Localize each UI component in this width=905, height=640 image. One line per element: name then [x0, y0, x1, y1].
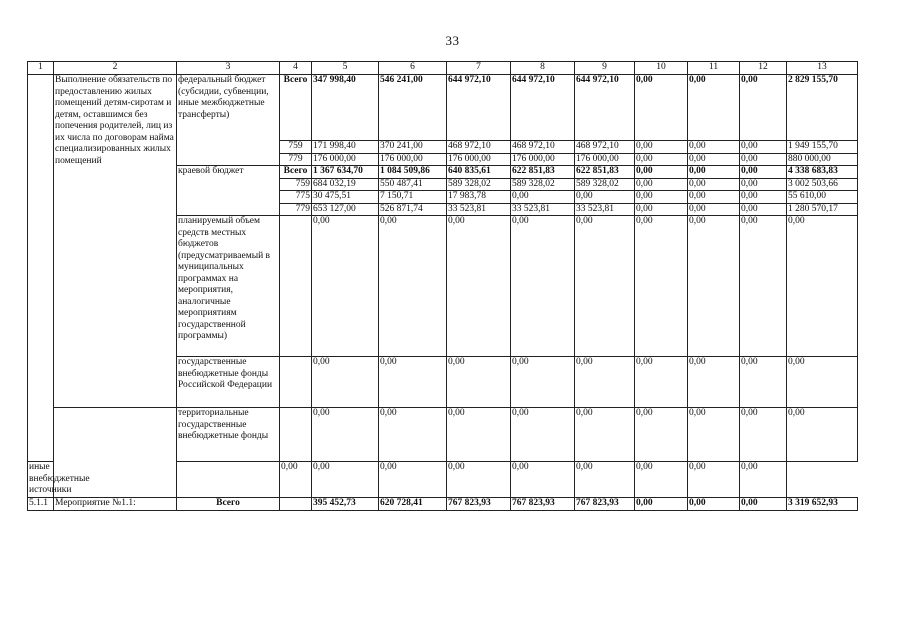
value-cell: 589 328,02	[511, 178, 575, 191]
header-row	[28, 62, 858, 75]
value-cell: 0,00	[575, 191, 635, 204]
value-cell: 1 949 155,70	[787, 141, 858, 154]
value-cell: 0,00	[635, 462, 688, 498]
code-cell	[280, 497, 312, 510]
header-cell: 13	[787, 62, 858, 75]
value-cell: 3 319 652,93	[787, 497, 858, 510]
value-cell: 468 972,10	[575, 141, 635, 154]
value-cell: 0,00	[379, 462, 447, 498]
value-cell: 0,00	[787, 408, 858, 462]
value-cell: 546 241,00	[379, 75, 447, 141]
value-cell: 622 851,83	[511, 166, 575, 179]
value-cell: 0,00	[688, 178, 740, 191]
value-cell: 1 367 634,70	[312, 166, 379, 179]
page-number: 33	[445, 33, 460, 48]
table-row	[28, 497, 858, 510]
value-cell: 0,00	[740, 141, 787, 154]
value-cell: 30 475,51	[312, 191, 379, 204]
value-cell: 0,00	[312, 357, 379, 408]
header-cell: 5	[312, 62, 379, 75]
value-cell: 0,00	[688, 191, 740, 204]
value-cell: 0,00	[379, 357, 447, 408]
code-cell: 779	[280, 153, 312, 166]
value-cell: 0,00	[688, 166, 740, 179]
value-cell: 0,00	[447, 462, 511, 498]
header-cell: 3	[177, 62, 280, 75]
value-cell: 0,00	[740, 408, 787, 462]
source-cell: краевой бюджет	[177, 166, 280, 216]
value-cell: 0,00	[787, 216, 858, 357]
value-cell: 1 280 570,17	[787, 203, 858, 216]
value-cell: 622 851,83	[575, 166, 635, 179]
value-cell: 0,00	[635, 75, 688, 141]
value-cell: 176 000,00	[575, 153, 635, 166]
code-cell: 779	[280, 203, 312, 216]
value-cell: 2 829 155,70	[787, 75, 858, 141]
value-cell: 0,00	[312, 462, 379, 498]
value-cell: 0,00	[511, 357, 575, 408]
value-cell: 0,00	[312, 408, 379, 462]
value-cell: 0,00	[379, 216, 447, 357]
value-cell: 33 523,81	[447, 203, 511, 216]
value-cell: 17 983,78	[447, 191, 511, 204]
header-cell: 6	[379, 62, 447, 75]
value-cell: 0,00	[447, 357, 511, 408]
code-cell: 759	[280, 141, 312, 154]
value-cell: 0,00	[635, 216, 688, 357]
header-cell: 11	[688, 62, 740, 75]
value-cell: 0,00	[787, 357, 858, 408]
value-cell: 0,00	[740, 462, 787, 498]
code-cell: Всего	[280, 75, 312, 141]
value-cell: 0,00	[511, 191, 575, 204]
value-cell: 0,00	[688, 497, 740, 510]
value-cell: 0,00	[688, 462, 740, 498]
value-cell: 468 972,10	[447, 141, 511, 154]
value-cell: 0,00	[635, 191, 688, 204]
value-cell: 0,00	[740, 203, 787, 216]
value-cell: 0,00	[635, 497, 688, 510]
value-cell: 589 328,02	[575, 178, 635, 191]
value-cell: 620 728,41	[379, 497, 447, 510]
header-cell: 1	[28, 62, 54, 75]
value-cell: 653 127,00	[312, 203, 379, 216]
value-cell: 640 835,61	[447, 166, 511, 179]
value-cell: 0,00	[635, 153, 688, 166]
header-cell: 8	[511, 62, 575, 75]
source-cell: государственные внебюджетные фонды Российской Федерации	[177, 357, 280, 408]
value-cell: 0,00	[635, 357, 688, 408]
value-cell: 176 000,00	[511, 153, 575, 166]
code-cell	[280, 216, 312, 357]
value-cell: 880 000,00	[787, 153, 858, 166]
header-cell: 4	[280, 62, 312, 75]
value-cell: 176 000,00	[447, 153, 511, 166]
source-cell: планируемый объем средств местных бюджетов (предусматриваемый в муниципальных программах на мероприятия, аналогичные мероприятиям государственной программы)	[177, 216, 280, 357]
value-cell: 0,00	[575, 408, 635, 462]
code-cell: 759	[280, 178, 312, 191]
header-cell: 9	[575, 62, 635, 75]
item-name-cell: Выполнение обязательств по предоставлению жилых помещений детям-сиротам и детям, оставшимся без попечения родителей, лиц из их числа по договорам найма специализированных жилых помещений	[54, 75, 177, 408]
value-cell: 0,00	[740, 191, 787, 204]
value-cell: 684 032,19	[312, 178, 379, 191]
value-cell: 644 972,10	[511, 75, 575, 141]
header-cell: 7	[447, 62, 511, 75]
value-cell: 0,00	[447, 216, 511, 357]
value-cell: 176 000,00	[379, 153, 447, 166]
value-cell: 0,00	[575, 357, 635, 408]
value-cell: 0,00	[635, 166, 688, 179]
value-cell: 347 998,40	[312, 75, 379, 141]
value-cell: 550 487,41	[379, 178, 447, 191]
header-cell: 12	[740, 62, 787, 75]
value-cell: 33 523,81	[511, 203, 575, 216]
value-cell: 0,00	[688, 408, 740, 462]
value-cell: 0,00	[511, 408, 575, 462]
value-cell: 0,00	[740, 153, 787, 166]
value-cell: 0,00	[635, 141, 688, 154]
value-cell: 767 823,93	[511, 497, 575, 510]
value-cell: 0,00	[740, 216, 787, 357]
value-cell: 0,00	[740, 357, 787, 408]
value-cell: 395 452,73	[312, 497, 379, 510]
value-cell: 0,00	[635, 408, 688, 462]
table-row	[28, 75, 858, 141]
code-cell: 775	[280, 191, 312, 204]
item-name-cell: Мероприятие №1.1:	[54, 497, 177, 510]
value-cell: 767 823,93	[447, 497, 511, 510]
value-cell: 0,00	[740, 166, 787, 179]
value-cell: 526 871,74	[379, 203, 447, 216]
source-cell: Всего	[177, 497, 280, 510]
value-cell: 3 002 503,66	[787, 178, 858, 191]
value-cell: 0,00	[740, 497, 787, 510]
num-cell	[28, 75, 54, 462]
header-cell: 10	[635, 62, 688, 75]
value-cell: 0,00	[740, 178, 787, 191]
value-cell: 33 523,81	[575, 203, 635, 216]
code-cell: Всего	[280, 166, 312, 179]
value-cell: 55 610,00	[787, 191, 858, 204]
value-cell: 7 150,71	[379, 191, 447, 204]
value-cell: 370 241,00	[379, 141, 447, 154]
code-cell	[177, 462, 280, 498]
source-cell: федеральный бюджет (субсидии, субвенции, иные межбюджетные трансферты)	[177, 75, 280, 166]
value-cell: 0,00	[688, 357, 740, 408]
value-cell: 171 998,40	[312, 141, 379, 154]
value-cell: 589 328,02	[447, 178, 511, 191]
value-cell: 0,00	[688, 216, 740, 357]
value-cell: 0,00	[635, 178, 688, 191]
code-cell	[280, 357, 312, 408]
source-cell: территориальные государственные внебюджетные фонды	[177, 408, 280, 462]
source-cell: иные внебюджетные источники	[29, 462, 90, 495]
table-row	[28, 408, 858, 462]
value-cell: 468 972,10	[511, 141, 575, 154]
value-cell: 0,00	[447, 408, 511, 462]
value-cell: 0,00	[688, 153, 740, 166]
budget-table	[27, 61, 858, 511]
value-cell: 0,00	[688, 141, 740, 154]
code-cell	[280, 408, 312, 462]
value-cell: 644 972,10	[575, 75, 635, 141]
value-cell: 644 972,10	[447, 75, 511, 141]
value-cell: 0,00	[511, 216, 575, 357]
value-cell: 176 000,00	[312, 153, 379, 166]
num-cell: 5.1.1	[28, 497, 54, 510]
value-cell: 0,00	[379, 408, 447, 462]
value-cell: 1 084 509,86	[379, 166, 447, 179]
value-cell: 0,00	[312, 216, 379, 357]
value-cell: 4 338 683,83	[787, 166, 858, 179]
header-cell: 2	[54, 62, 177, 75]
value-cell: 0,00	[280, 462, 312, 498]
value-cell: 0,00	[740, 75, 787, 141]
value-cell: 767 823,93	[575, 497, 635, 510]
value-cell: 0,00	[688, 203, 740, 216]
value-cell: 0,00	[635, 203, 688, 216]
value-cell: 0,00	[575, 216, 635, 357]
value-cell: 0,00	[575, 462, 635, 498]
value-cell: 0,00	[688, 75, 740, 141]
value-cell: 0,00	[511, 462, 575, 498]
